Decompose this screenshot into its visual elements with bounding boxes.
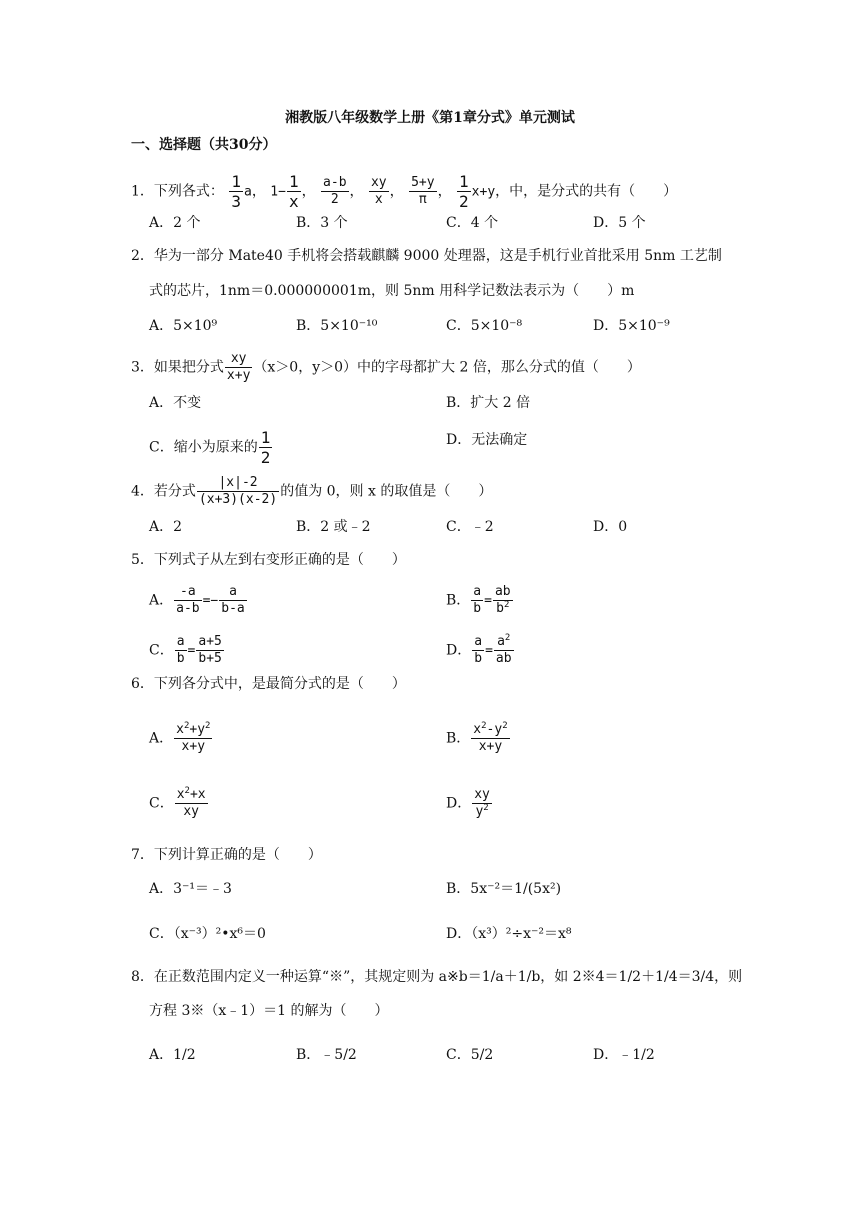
question-stem: 下列各分式中，是最简分式的是（ ） bbox=[153, 676, 406, 692]
option-d: D．（x³）²÷x⁻²＝x⁸ bbox=[446, 926, 572, 942]
fraction: $\frac{x^2+x}{xy}$ bbox=[176, 786, 206, 819]
option-d: D．﹣1/2 bbox=[593, 1047, 655, 1063]
option-c: C． $\frac{a}{b}$ = $\frac{a+5}{b+5}$ bbox=[149, 634, 222, 666]
section-heading: 一、选择题（共30分） bbox=[131, 137, 277, 153]
question-4 bbox=[131, 475, 492, 508]
option-d: D．0 bbox=[593, 519, 628, 535]
option-c: C．5×10⁻⁸ bbox=[446, 318, 523, 334]
option-c bbox=[149, 428, 273, 467]
question-number: 6． bbox=[131, 676, 154, 692]
fraction: $\frac{ab}{b^2}$ bbox=[494, 584, 511, 616]
fraction: $\frac{a^2}{ab}$ bbox=[495, 633, 512, 666]
question-5 bbox=[131, 551, 406, 569]
option-c bbox=[149, 787, 209, 820]
fraction: $\frac{a+5}{b+5}$ bbox=[198, 634, 222, 666]
fraction: $\frac{x^2+y^2}{x+y}$ bbox=[176, 721, 211, 754]
question-number: 5． bbox=[131, 552, 154, 568]
question-number: 4． bbox=[131, 483, 154, 500]
question-2 bbox=[131, 247, 722, 265]
question-stem: 下列式子从左到右变形正确的是（ ） bbox=[153, 552, 406, 568]
option-b: B．2 或﹣2 bbox=[296, 519, 371, 535]
question-stem: 如果把分式 bbox=[153, 359, 224, 376]
option-a: A．3⁻¹＝﹣3 bbox=[149, 881, 232, 897]
option-b: B．扩大 2 倍 bbox=[446, 395, 531, 411]
question-2-line2: 式的芯片，1nm＝0.000000001m，则 5nm 用科学记数法表示为（ ）m bbox=[149, 283, 635, 299]
fraction: $\frac{a-b}{2}$ bbox=[323, 175, 347, 207]
question-stem-end: 中，是分式的共有（ ） bbox=[509, 183, 678, 200]
fraction: $\frac{-a}{a-b}$ bbox=[176, 584, 200, 616]
option-d: D．5 个 bbox=[593, 215, 646, 231]
option-c: C．4 个 bbox=[446, 215, 499, 231]
question-stem-end: （x＞0，y＞0）中的字母都扩大 2 倍，那么分式的值（ ） bbox=[253, 359, 641, 376]
fraction: $\frac{x^2-y^2}{x+y}$ bbox=[473, 721, 508, 754]
option-b: B．﹣5/2 bbox=[296, 1047, 357, 1063]
fraction: $\frac{1}{2}$ bbox=[459, 172, 469, 211]
option-label: C． bbox=[149, 642, 174, 659]
option-label: D． bbox=[446, 642, 472, 659]
question-7 bbox=[131, 846, 322, 864]
fraction: $\frac{xy}{y^2}$ bbox=[474, 787, 490, 819]
fraction: $\frac{xy}{x+y}$ bbox=[226, 351, 251, 383]
option-d: D．无法确定 bbox=[446, 432, 528, 448]
option-d: D．5×10⁻⁹ bbox=[593, 318, 670, 334]
option-a bbox=[149, 722, 213, 755]
question-number: 3． bbox=[131, 359, 154, 376]
option-c: C．﹣2 bbox=[446, 519, 494, 535]
option-label: C． bbox=[149, 795, 174, 812]
option-b: B．3 个 bbox=[296, 215, 348, 231]
question-3 bbox=[131, 351, 641, 384]
option-d: D． $\frac{a}{b}$ = $\frac{a^2}{ab}$ bbox=[446, 633, 512, 666]
fraction: $\frac{xy}{x}$ bbox=[370, 175, 387, 207]
fraction: $\frac{a}{b-a}$ bbox=[221, 584, 245, 616]
option-label: B． bbox=[446, 592, 471, 609]
option-a: A．2 个 bbox=[149, 215, 201, 231]
option-label: D． bbox=[446, 795, 472, 812]
option-label: A． bbox=[149, 730, 174, 747]
option-a: A．1/2 bbox=[149, 1047, 196, 1063]
question-number: 1． bbox=[131, 183, 154, 200]
fraction: $\frac{a}{b}$ bbox=[474, 634, 483, 666]
question-stem: 华为一部分 Mate40 手机将会搭载麒麟 9000 处理器，这是手机行业首批采用 5nm 工艺制 bbox=[153, 248, 722, 264]
question-stem: 下列各式： bbox=[153, 183, 224, 200]
option-c: C．5/2 bbox=[446, 1047, 494, 1063]
fraction: $\frac{1}{2}$ bbox=[260, 428, 271, 467]
fraction: $\frac{a}{b}$ bbox=[473, 584, 482, 616]
question-6 bbox=[131, 675, 406, 693]
question-stem: 若分式 bbox=[153, 483, 196, 500]
fraction: $\frac{1}{x}$ bbox=[288, 172, 299, 211]
question-number: 7． bbox=[131, 847, 154, 863]
option-a: A．不变 bbox=[149, 395, 202, 411]
option-b: B．5x⁻²＝1/(5x²) bbox=[446, 881, 562, 897]
option-a: A．5×10⁹ bbox=[149, 318, 218, 334]
option-a: A． $\frac{-a}{a-b}$ =− $\frac{a}{b-a}$ bbox=[149, 584, 245, 616]
fraction: $\frac{|x|-2}{(x+3)(x-2)}$ bbox=[198, 475, 278, 507]
fraction: $\frac{5+y}{\pi}$ bbox=[411, 175, 435, 207]
fraction: $\frac{a}{b}$ bbox=[176, 634, 185, 666]
option-label: A． bbox=[149, 592, 174, 609]
option-b bbox=[446, 722, 511, 755]
option-label: B． bbox=[446, 730, 471, 747]
question-1: 1．下列各式： $\frac{1}{3}$ a， 1− $\frac{1}{x}$ ， $\frac{a-b}{2}$ ， $\frac{xy}{x}$ ， $\frac{5+y}{\pi}$ ， $\frac{1}{2}$ x+y，中，是分式的共有（ ） bbox=[131, 172, 678, 211]
question-8-line2: 方程 3※（x﹣1）＝1 的解为（ ） bbox=[149, 1003, 389, 1019]
option-c: C．（x⁻³）²•x⁶＝0 bbox=[149, 926, 266, 942]
question-8 bbox=[131, 968, 742, 986]
page-title: 湘教版八年级数学上册《第1章分式》单元测试 bbox=[285, 110, 575, 126]
question-number: 2． bbox=[131, 248, 154, 264]
option-a: A．2 bbox=[149, 519, 183, 535]
option-b: B． $\frac{a}{b}$ = $\frac{ab}{b^2}$ bbox=[446, 584, 511, 616]
option-b: B．5×10⁻¹⁰ bbox=[296, 318, 378, 334]
fraction: $\frac{1}{3}$ bbox=[231, 172, 242, 211]
question-stem: 下列计算正确的是（ ） bbox=[153, 847, 322, 863]
question-number: 8． bbox=[131, 969, 154, 985]
question-stem: 在正数范围内定义一种运算“※”，其规定则为 a※b＝1/a＋1/b，如 2※4＝1/2＋1/4＝3/4，则 bbox=[153, 969, 743, 985]
option-c-text: C．缩小为原来的 bbox=[149, 439, 258, 456]
question-stem-end: 的值为 0，则 x 的取值是（ ） bbox=[280, 483, 493, 500]
option-d bbox=[446, 787, 493, 820]
